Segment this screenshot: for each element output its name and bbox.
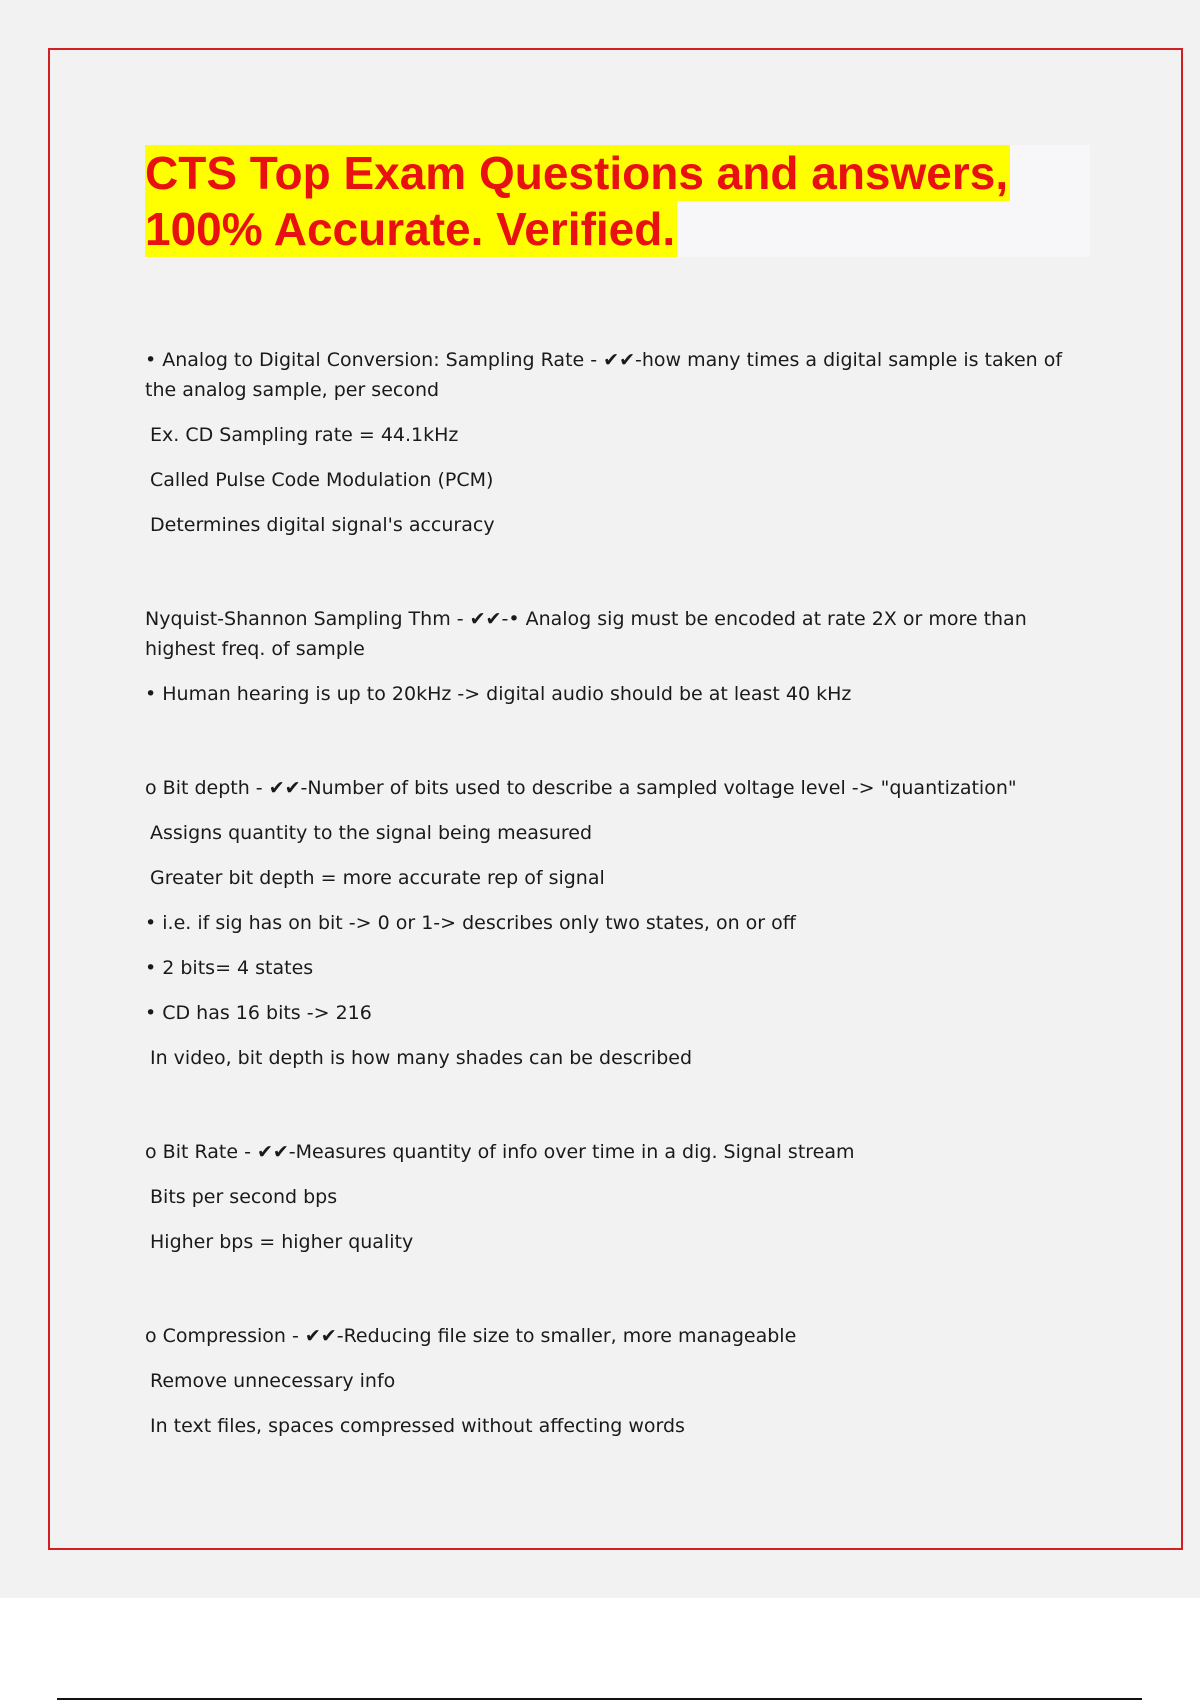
title-line-2: 100% Accurate. Verified. xyxy=(145,203,676,255)
compression-detail-2: In text files, spaces compressed without affecting words xyxy=(150,1415,685,1437)
compression-detail-1: Remove unnecessary info xyxy=(150,1370,396,1392)
nyquist-question: Nyquist-Shannon Sampling Thm - ✔✔-• Analog sig must be encoded at rate 2X or more than highest freq. of sample xyxy=(145,608,1027,660)
bit-rate-question: o Bit Rate - ✔✔-Measures quantity of info over time in a dig. Signal stream xyxy=(145,1141,855,1163)
bit-depth-detail-5: • CD has 16 bits -> 216 xyxy=(145,1002,372,1024)
document-body xyxy=(145,345,1065,1441)
bit-depth-detail-6: In video, bit depth is how many shades can be described xyxy=(150,1047,693,1069)
title-line-1: CTS Top Exam Questions and answers, xyxy=(145,147,1009,199)
bit-depth-detail-2: Greater bit depth = more accurate rep of signal xyxy=(150,867,605,889)
bit-depth-detail-3: • i.e. if sig has on bit -> 0 or 1-> describes only two states, on or off xyxy=(145,912,796,934)
bit-depth-question: o Bit depth - ✔✔-Number of bits used to describe a sampled voltage level -> "quantization" xyxy=(145,777,1017,799)
bit-rate-detail-2: Higher bps = higher quality xyxy=(150,1231,414,1253)
sampling-rate-detail-1: Ex. CD Sampling rate = 44.1kHz xyxy=(150,424,459,446)
nyquist-detail-1: • Human hearing is up to 20kHz -> digital audio should be at least 40 kHz xyxy=(145,683,852,705)
bit-rate-detail-1: Bits per second bps xyxy=(150,1186,338,1208)
document-title xyxy=(145,145,1090,257)
sampling-rate-detail-2: Called Pulse Code Modulation (PCM) xyxy=(150,469,494,491)
bit-depth-detail-4: • 2 bits= 4 states xyxy=(145,957,314,979)
sampling-rate-detail-3: Determines digital signal's accuracy xyxy=(150,514,495,536)
bit-depth-detail-1: Assigns quantity to the signal being measured xyxy=(150,822,593,844)
compression-question: o Compression - ✔✔-Reducing file size to smaller, more manageable xyxy=(145,1325,797,1347)
sampling-rate-question: • Analog to Digital Conversion: Sampling Rate - ✔✔-how many times a digital sample is taken of the analog sample, per second xyxy=(145,349,1063,401)
